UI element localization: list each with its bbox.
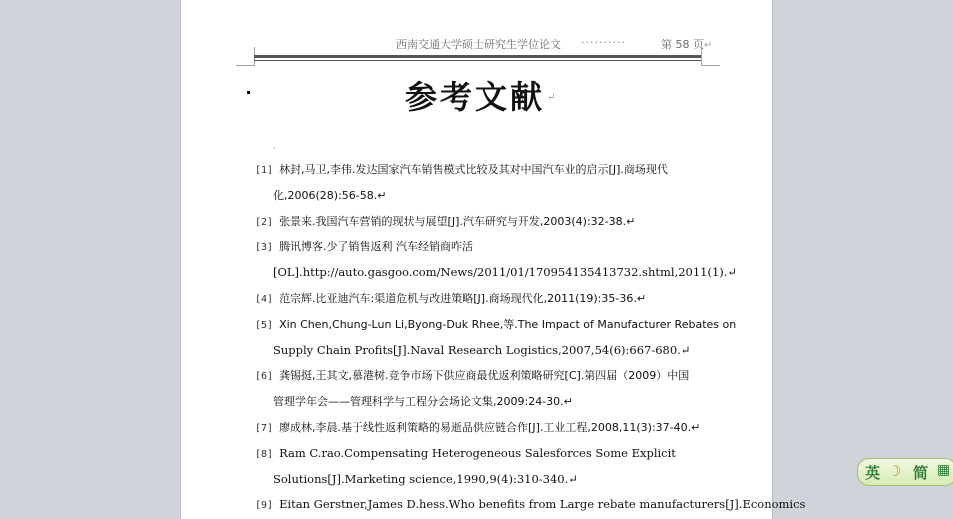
reference-text: 管理学年会——管理科学与工程分会场论文集,2009:24-30.↵ (273, 395, 573, 409)
reference-text: 腾讯博客.少了销售返利 汽车经销商咋活 (279, 240, 474, 254)
page-header-title: 西南交通大学硕士研究生学位论文 (396, 38, 561, 51)
reference-line[interactable] (255, 467, 715, 493)
reference-text: 龚锡挺,王其文,慕港树.竞争市场下供应商最优返利策略研究[C].第四届（2009）中国 (279, 369, 690, 383)
reference-line[interactable] (255, 183, 715, 209)
reference-line[interactable] (255, 157, 715, 183)
reference-number: [3] (255, 242, 274, 254)
document-page (180, 0, 806, 519)
page-number-label: 第 58 页 (661, 38, 704, 51)
margin-corner-left (236, 47, 255, 66)
reference-line[interactable] (255, 363, 715, 389)
reference-number: [7] (255, 422, 274, 434)
header-rule-thick (254, 55, 701, 58)
reference-number: [2] (255, 216, 274, 228)
reference-text: Supply Chain Profits[J].Naval Research Logistics,2007,54(6):667-680.↵ (273, 342, 691, 357)
reference-line[interactable] (255, 286, 715, 312)
section-title: 参考文献 (405, 78, 546, 116)
reference-text: Eitan Gerstner,James D.hess.Who benefits from Large rebate manufacturers[J].Economics (279, 497, 806, 512)
ime-simplified-toggle[interactable]: 简 (913, 464, 929, 482)
reference-text: Xin Chen,Chung-Lun Li,Byong-Duk Rhee,等.The Impact of Manufacturer Rebates on (279, 317, 737, 331)
reference-line[interactable] (255, 441, 715, 467)
reference-line[interactable] (255, 492, 806, 518)
header-rule-thin (254, 60, 701, 61)
paragraph-mark-icon: ↵ (704, 40, 713, 51)
reference-text: Ram C.rao.Compensating Heterogeneous Salesforces Some Explicit (279, 445, 676, 460)
paragraph-mark-icon: ↵ (547, 92, 556, 103)
reference-text: 张景来.我国汽车营销的现状与展望[J].汽车研究与开发,2003(4):32-38.↵ (279, 214, 636, 228)
reference-line[interactable] (255, 234, 715, 260)
reference-line[interactable] (255, 389, 715, 415)
header-leader-dots: ·········· (581, 36, 626, 49)
reference-number: [9] (255, 500, 274, 512)
reference-line[interactable] (255, 415, 715, 441)
reference-number: [5] (255, 319, 274, 331)
reference-list[interactable] (255, 157, 806, 518)
reference-text: [OL].http://auto.gasgoo.com/News/2011/01/170954135413732.shtml,2011(1).↵ (273, 265, 738, 280)
reference-text: 化,2006(28):56-58.↵ (273, 188, 387, 202)
ime-language-toggle[interactable]: 英 (865, 464, 881, 482)
reference-number: [1] (255, 165, 274, 176)
ime-keyboard-icon[interactable]: ▦ (937, 462, 951, 478)
empty-paragraph-mark: ˌ (273, 141, 276, 151)
reference-text: 范宗辉.比亚迪汽车:渠道危机与改进策略[J].商场现代化,2011(19):35-36.↵ (279, 291, 647, 305)
reference-text: Solutions[J].Marketing science,1990,9(4):310-340.↵ (273, 471, 578, 486)
moon-icon[interactable]: ☽ (888, 462, 902, 480)
bullet-dot (247, 91, 250, 94)
reference-text: 廖成林,李晨.基于线性返利策略的易逝品供应链合作[J].工业工程,2008,11(3):37-40.↵ (279, 420, 701, 434)
reference-line[interactable] (255, 338, 715, 364)
reference-number: [6] (255, 371, 274, 383)
reference-number: [8] (255, 448, 274, 460)
reference-line[interactable] (255, 312, 737, 338)
reference-number: [4] (255, 293, 274, 305)
reference-line[interactable] (255, 260, 738, 286)
ime-toolbar[interactable] (857, 458, 953, 486)
reference-text: 林封,马卫,李伟.发达国家汽车销售模式比较及其对中国汽车业的启示[J].商场现代 (279, 163, 668, 176)
margin-corner-right (701, 47, 720, 66)
reference-line[interactable] (255, 209, 715, 235)
